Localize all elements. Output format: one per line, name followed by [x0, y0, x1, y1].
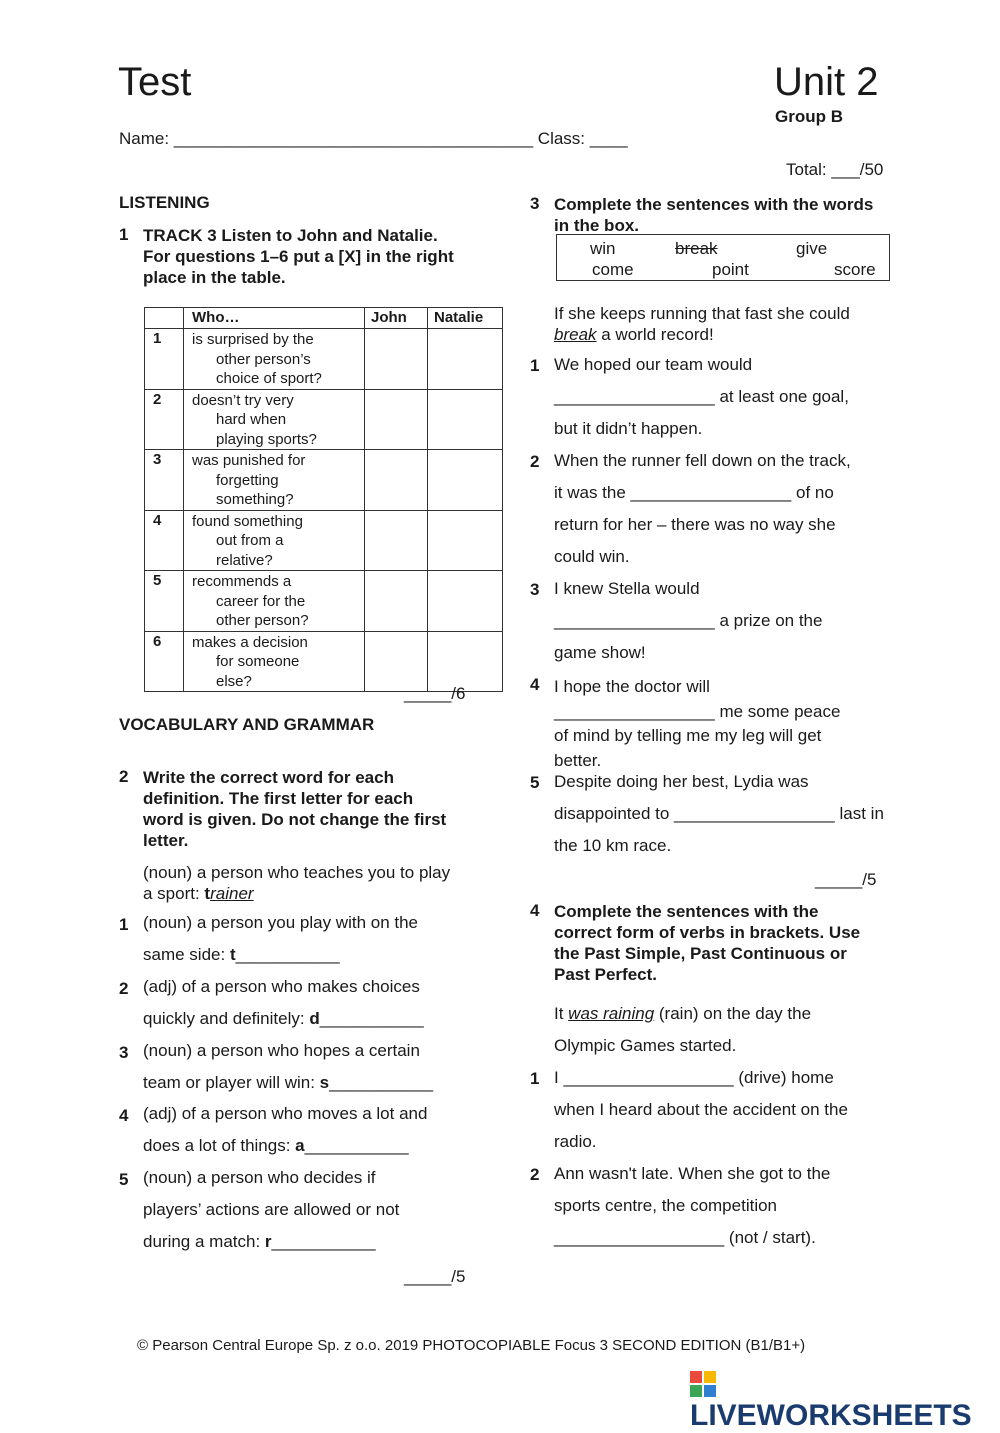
table-header-natalie: Natalie [428, 308, 503, 329]
question-number: 1 [530, 1069, 540, 1088]
row-question-line: forgetting [216, 471, 279, 489]
row-question-line: recommends a [192, 573, 292, 590]
track-label: TRACK 3 [143, 226, 217, 245]
item-line: I hope the doctor will [554, 677, 710, 696]
item-line: When the runner fell down on the track, [554, 451, 851, 470]
row-number: 1 [145, 329, 184, 390]
q3-item [554, 766, 924, 862]
item-line: radio. [554, 1132, 597, 1151]
q2-instruction: Write the correct word for each definition. The first letter for each word is given. Do not change the first letter. [143, 768, 447, 850]
group-label: Group B [775, 107, 843, 126]
item-line: same side: [143, 945, 230, 964]
row-number: 4 [145, 510, 184, 571]
answer-cell-john[interactable] [365, 329, 428, 390]
word-win: win [590, 239, 616, 258]
question-number: 2 [119, 767, 129, 786]
table-header-who: Who… [184, 308, 365, 329]
answer-blank[interactable]: ___________ [235, 945, 340, 964]
row-question-line: is surprised by the [192, 331, 314, 348]
q2-item [143, 1098, 473, 1162]
q1-instruction-text: For questions 1–6 put a [X] in the right place in the table. [143, 247, 454, 287]
question-number: 3 [530, 580, 540, 599]
row-question-line: relative? [216, 551, 273, 569]
item-line: (noun) a person you play with on the [143, 913, 419, 932]
table-header-row [145, 308, 503, 329]
liveworksheets-icon [690, 1371, 716, 1397]
row-question-line: something? [216, 491, 294, 508]
item-line: but it didn’t happen. [554, 419, 703, 438]
question-number: 2 [119, 979, 129, 998]
table-row [145, 329, 503, 390]
answer-cell-natalie[interactable] [428, 450, 503, 511]
row-question-line: career for the [216, 592, 306, 610]
question-number: 1 [530, 356, 540, 375]
row-question-line: else? [216, 672, 252, 690]
item-line: game show! [554, 643, 646, 662]
answer-blank-line[interactable]: I __________________ (drive) home [554, 1068, 834, 1087]
item-line: does a lot of things: [143, 1136, 296, 1155]
example-text: It [554, 1004, 569, 1023]
table-header-blank [145, 308, 184, 329]
answer-blank[interactable]: ___________ [271, 1232, 376, 1251]
item-line: of mind by telling me my leg will get [554, 726, 822, 745]
copyright-footer: © Pearson Central Europe Sp. z o.o. 2019 PHOTOCOPIABLE Focus 3 SECOND EDITION (B1/B1+) [137, 1337, 806, 1354]
name-class-line[interactable]: Name: ______________________________________ Class: ____ [119, 129, 628, 148]
row-question-line: other person’s [216, 350, 311, 368]
table-row [145, 389, 503, 450]
q4-instruction: Complete the sentences with the correct form of verbs in brackets. Use the Past Simple, Past Continuous or Past Perfect. [554, 902, 861, 984]
logo-text: LIVEWORKSHEETS [690, 1399, 972, 1432]
first-letter: t [229, 945, 236, 964]
question-number: 2 [530, 452, 540, 471]
row-question [184, 450, 365, 511]
item-line: (adj) of a person who makes choices [143, 977, 420, 996]
answer-cell-natalie[interactable] [428, 571, 503, 632]
q3-instruction: Complete the sentences with the words in the box. [554, 195, 874, 235]
question-number: 3 [119, 1043, 129, 1062]
question-number: 2 [530, 1165, 540, 1184]
word-give: give [796, 239, 828, 258]
answer-blank[interactable]: ___________ [304, 1136, 409, 1155]
answer-blank-line[interactable]: disappointed to _________________ last in [554, 804, 884, 823]
answer-cell-john[interactable] [365, 571, 428, 632]
table-header-john: John [365, 308, 428, 329]
item-line: better. [554, 750, 602, 770]
q3-item [554, 445, 914, 573]
listening-heading: LISTENING [119, 193, 210, 212]
answer-cell-john[interactable] [365, 389, 428, 450]
total-score: Total: ___/50 [786, 160, 884, 179]
word-score: score [834, 260, 876, 279]
q4-example [554, 998, 914, 1062]
q2-score: _____/5 [404, 1267, 466, 1286]
question-number: 4 [530, 675, 540, 694]
word-break: break [675, 239, 718, 258]
item-line: team or player will win: [143, 1073, 320, 1092]
example-answer: was raining [568, 1004, 655, 1023]
item-line: We hoped our team would [554, 355, 753, 374]
row-number: 2 [145, 389, 184, 450]
row-question-line: choice of sport? [216, 370, 322, 387]
q3-item [554, 675, 914, 773]
question-number: 1 [119, 915, 129, 934]
q2-item [143, 907, 473, 971]
table-row [145, 571, 503, 632]
answer-cell-john[interactable] [365, 510, 428, 571]
example-text: (rain) on the day the [654, 1004, 812, 1023]
row-question-line: makes a decision [192, 633, 308, 651]
row-question [184, 389, 365, 450]
first-letter: s [319, 1073, 330, 1092]
answer-blank-line[interactable]: __________________ (not / start). [554, 1228, 816, 1247]
listening-table [144, 307, 503, 692]
unit-title: Unit 2 [774, 60, 879, 104]
row-question-line: playing sports? [216, 430, 317, 448]
item-line: (adj) of a person who moves a lot and [143, 1104, 428, 1123]
item-line: return for her – there was no way she [554, 515, 836, 534]
row-question-line: other person? [216, 612, 309, 629]
answer-cell-john[interactable] [365, 450, 428, 511]
q3-score: _____/5 [815, 870, 877, 889]
item-line: players’ actions are allowed or not [143, 1200, 400, 1219]
row-question [184, 329, 365, 390]
first-letter: d [309, 1009, 320, 1028]
answer-blank-line[interactable]: _________________ a prize on the [554, 611, 823, 630]
row-question [184, 510, 365, 571]
q4-item [554, 1158, 914, 1254]
q3-item [554, 349, 914, 445]
row-number: 3 [145, 450, 184, 511]
item-line: when I heard about the accident on the [554, 1100, 848, 1119]
row-question-line: out from a [216, 532, 284, 549]
example-letter: t [204, 884, 211, 903]
question-number: 4 [530, 901, 540, 920]
q4-item [554, 1062, 914, 1158]
example-text: Olympic Games started. [554, 1036, 737, 1055]
question-number: 3 [530, 194, 540, 213]
item-line: quickly and definitely: [143, 1009, 310, 1028]
question-number: 5 [119, 1170, 129, 1189]
answer-cell-natalie[interactable] [428, 389, 503, 450]
q3-example [554, 303, 894, 345]
example-text: (noun) a person who teaches you to play a sport: [143, 863, 451, 903]
answer-blank-line[interactable]: _________________ at least one goal, [554, 387, 849, 406]
table-row [145, 510, 503, 571]
answer-blank-line[interactable]: _________________ me some peace [554, 701, 841, 721]
row-question-line: found something [192, 512, 303, 530]
table-row [145, 450, 503, 511]
question-number: 4 [119, 1106, 129, 1125]
answer-blank[interactable]: ___________ [329, 1073, 434, 1092]
item-line: sports centre, the competition [554, 1196, 778, 1215]
q2-example [143, 862, 453, 904]
row-question-line: hard when [216, 411, 287, 428]
question-number: 5 [530, 773, 540, 792]
row-question-line: for someone [216, 653, 300, 670]
word-point: point [712, 260, 749, 279]
track-rest: Listen to John and Natalie. [216, 226, 438, 245]
first-letter: r [264, 1232, 272, 1251]
q3-item [554, 573, 914, 669]
vocab-heading: VOCABULARY AND GRAMMAR [119, 715, 375, 734]
row-number: 5 [145, 571, 184, 632]
answer-cell-natalie[interactable] [428, 510, 503, 571]
example-answer: rainer [210, 884, 254, 903]
answer-blank[interactable]: ___________ [319, 1009, 424, 1028]
word-box [556, 234, 890, 281]
item-line: (noun) a person who hopes a certain [143, 1041, 420, 1060]
question-number: 1 [119, 225, 129, 244]
example-answer: break [554, 325, 597, 344]
item-line: (noun) a person who decides if [143, 1168, 376, 1187]
answer-blank-line[interactable]: it was the _________________ of no [554, 483, 834, 502]
q2-item [143, 1035, 473, 1099]
row-question-line: was punished for [192, 452, 306, 469]
liveworksheets-logo[interactable] [690, 1371, 1000, 1433]
q1-score: _____/6 [404, 684, 466, 703]
q1-instruction [143, 225, 463, 288]
first-letter: a [295, 1136, 305, 1155]
row-question [184, 571, 365, 632]
answer-cell-natalie[interactable] [428, 329, 503, 390]
item-line: Ann wasn't late. When she got to the [554, 1164, 831, 1183]
row-question [184, 631, 365, 692]
page-title: Test [118, 60, 192, 104]
row-question-line: doesn’t try very [192, 391, 294, 409]
item-line: Despite doing her best, Lydia was [554, 772, 809, 791]
item-line: during a match: [143, 1232, 265, 1251]
item-line: could win. [554, 547, 630, 566]
example-text: If she keeps running that fast she could [554, 304, 850, 323]
q2-item [143, 971, 473, 1035]
item-line: I knew Stella would [554, 579, 700, 598]
example-text: a world record! [596, 325, 714, 344]
word-come: come [592, 260, 634, 279]
row-number: 6 [145, 631, 184, 692]
q2-item [143, 1162, 473, 1258]
item-line: the 10 km race. [554, 836, 672, 855]
